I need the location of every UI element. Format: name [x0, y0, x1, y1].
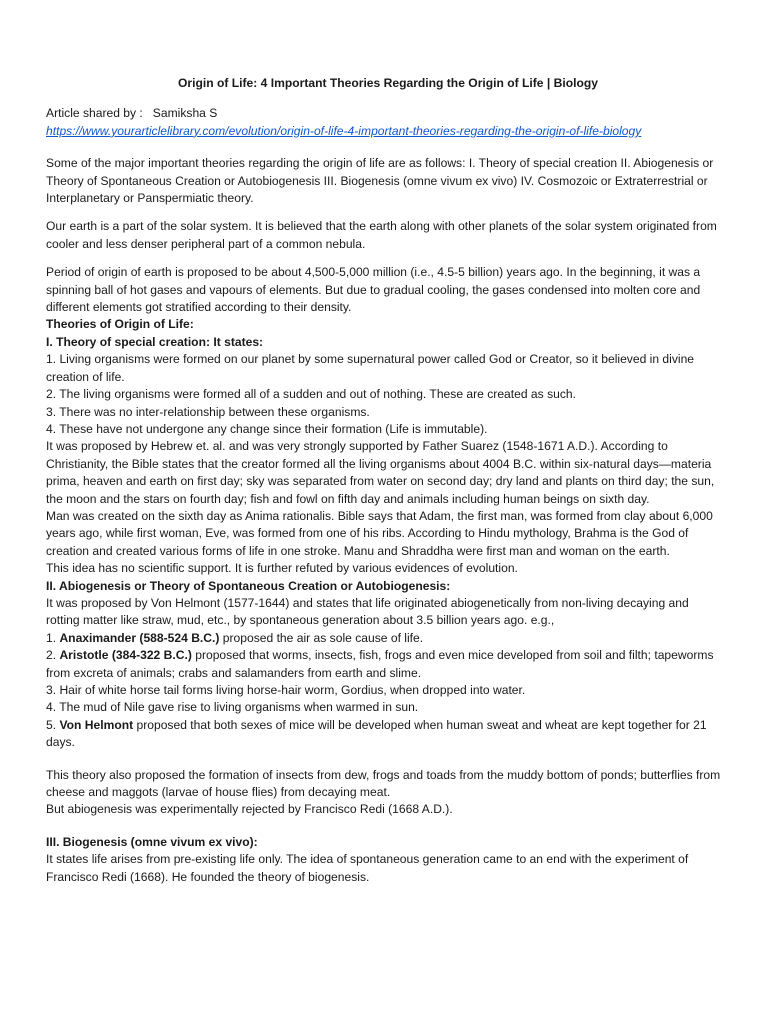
list-item: 2. The living organisms were formed all of a sudden and out of nothing. These are created as such. [46, 387, 576, 402]
refuted-paragraph: This idea has no scientific support. It is further refuted by various evidences of evolution. [46, 561, 518, 576]
list-item: 3. Hair of white horse tail forms living horse-hair worm, Gordius, when dropped into water. [46, 683, 526, 697]
list-item-text: proposed that worms, insects, fish, frogs and even mice developed from soil and filth; tapeworms from excreta of animals; crabs and salamanders from earth and slime. [46, 648, 714, 680]
period-paragraph: Period of origin of earth is proposed to be about 4,500-5,000 million (i.e., 4.5-5 billion) years ago. In the beginning, it was a spinning ball of hot gases and vapours of elements. But due to gradual cooling, the gases condensed into molten core and different elements got stratified according to their density. [46, 265, 701, 315]
list-item [46, 717, 722, 752]
shared-by-label: Article shared by : [46, 106, 143, 121]
rejected-paragraph: But abiogenesis was experimentally rejected by Francisco Redi (1668 A.D.). [46, 802, 453, 817]
hebrew-paragraph: It was proposed by Hebrew et. al. and was very strongly supported by Father Suarez (1548-1671 A.D.). According to Christianity, the Bible states that the creator formed all the living organisms about 4004 B.C. within six-natural days—materia prima, heaven and earth on first day; sky was separated from water on second day; dry land and plants on third day; the sun, the moon and the stars on fourth day; fish and fowl on fifth day and animals including human beings on sixth day. [46, 439, 715, 506]
special-creation-heading: I. Theory of special creation: It states: [46, 334, 264, 349]
list-number: 2. [46, 648, 60, 663]
theories-heading: Theories of Origin of Life: [46, 317, 194, 332]
list-number: 5. [46, 717, 60, 732]
list-item: 1. Living organisms were formed on our planet by some supernatural power called God or Creator, so it believed in divine creation of life. [46, 352, 695, 384]
list-item-text: proposed that both sexes of mice will be developed when human sweat and wheat are kept together for 21 days. [46, 717, 707, 750]
list-item-text: proposed the air as sole cause of life. [219, 630, 424, 645]
source-link[interactable]: https://www.yourarticlelibrary.com/evolution/origin-of-life-4-important-theories-regarding-the-origin-of-life-biology [46, 123, 642, 138]
list-item [46, 630, 722, 647]
list-item-bold: Anaximander (588-524 B.C.) [59, 630, 220, 645]
list-item: 3. There was no inter-relationship between these organisms. [46, 404, 370, 419]
man-paragraph: Man was created on the sixth day as Anima rationalis. Bible says that Adam, the first man, was formed from clay about 6,000 years ago, while first woman, Eve, was formed from one of his ribs. According to Hindu mythology, Brahma is the God of creation and created various forms of life in one stroke. Manu and Shraddha were first man and woman on the earth. [46, 508, 713, 558]
shared-by-line [46, 105, 722, 122]
list-item-bold: Von Helmont [59, 717, 134, 732]
abiogenesis-heading: II. Abiogenesis or Theory of Spontaneous Creation or Autobiogenesis: [46, 578, 451, 593]
insects-paragraph: This theory also proposed the formation of insects from dew, frogs and toads from the muddy bottom of ponds; butterflies from cheese and maggots (larvae of house flies) from decaying meat. [46, 767, 721, 800]
list-item: 4. The mud of Nile gave rise to living organisms when warmed in sun. [46, 700, 419, 715]
biogenesis-heading: III. Biogenesis (omne vivum ex vivo): [46, 834, 258, 849]
earth-paragraph: Our earth is a part of the solar system. It is believed that the earth along with other planets of the solar system originated from cooler and less denser peripheral part of a common nebula. [46, 219, 717, 251]
list-number: 1. [46, 630, 60, 645]
intro-paragraph: Some of the major important theories regarding the origin of life are as follows: I. Theory of special creation II. Abiogenesis or Theory of Spontaneous Creation or Autobiogenesis III. Biogenesis (omne vivum ex vivo) IV. Cosmozoic or Extraterrestrial or Interplanetary or Panspermiatic theory. [46, 156, 714, 206]
author-name: Samiksha S [152, 106, 218, 121]
article-title: Origin of Life: 4 Important Theories Regarding the Origin of Life | Biology [178, 76, 598, 90]
biogenesis-paragraph: It states life arises from pre-existing life only. The idea of spontaneous generation came to an end with the experiment of Francisco Redi (1668). He founded the theory of biogenesis. [46, 852, 689, 884]
list-item [46, 647, 722, 682]
abiogenesis-paragraph: It was proposed by Von Helmont (1577-1644) and states that life originated abiogenetically from non-living decaying and rotting matter like straw, mud, etc., by spontaneous generation about 3.5 billion years ago. e.g., [46, 595, 689, 628]
list-item-bold: Aristotle (384-322 B.C.) [59, 648, 192, 663]
list-item: 4. These have not undergone any change since their formation (Life is immutable). [46, 421, 488, 436]
